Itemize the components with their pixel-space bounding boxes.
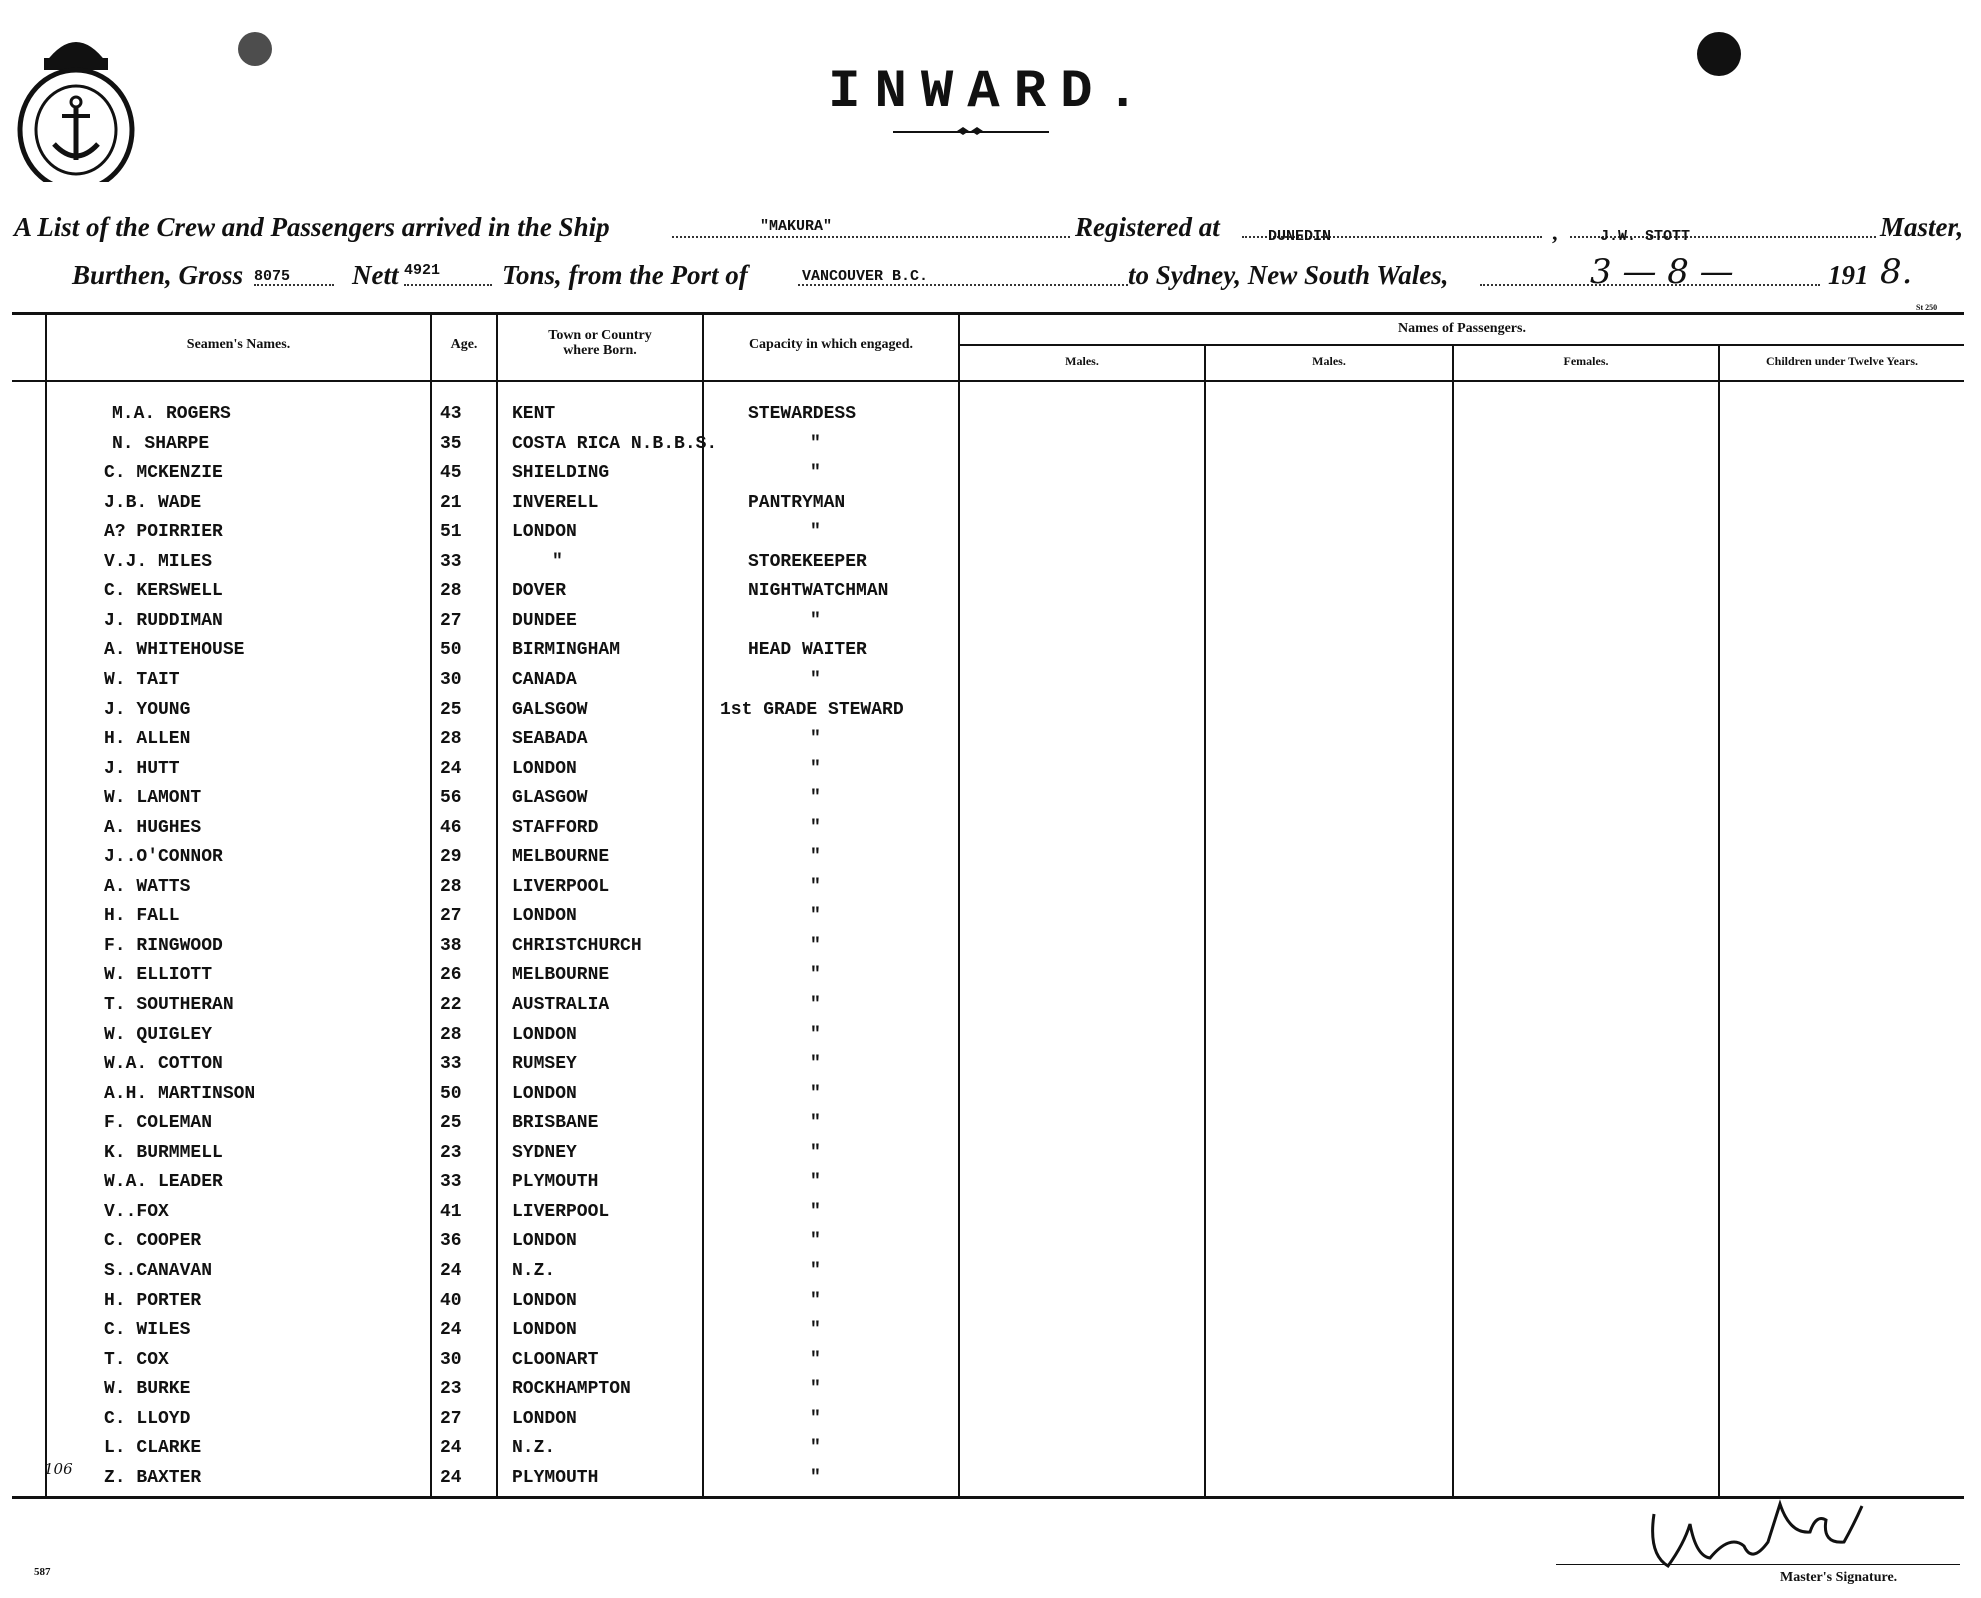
col-rule-age [430,314,432,1496]
crew-age: 36 [440,1231,462,1251]
col-header-age: Age. [450,337,478,352]
year-printed: 191 [1828,260,1869,290]
col-header-born: Town or Country where Born. [548,328,652,358]
crew-age: 28 [440,581,462,601]
crew-capacity-ditto: " [810,1261,821,1281]
crew-birthplace: COSTA RICA N.B.B.S. [512,434,718,454]
crew-age: 21 [440,493,462,513]
crew-birthplace: SYDNEY [512,1143,577,1163]
crew-capacity-ditto: " [810,1172,821,1192]
crew-age: 45 [440,463,462,483]
crew-name: J. YOUNG [104,700,191,720]
crew-capacity-ditto: " [810,965,821,985]
crew-capacity-ditto: " [810,611,821,631]
crew-name: L. CLARKE [104,1438,202,1458]
crew-capacity-ditto: " [810,463,821,483]
crew-birthplace: LONDON [512,1291,577,1311]
col-rule-females [1452,346,1454,1496]
crew-age: 23 [440,1379,462,1399]
crew-birthplace: STAFFORD [512,818,599,838]
registered-port: DUNEDIN [1268,228,1332,245]
crew-capacity-ditto: " [810,788,821,808]
title-ornament [955,126,985,136]
crew-capacity-ditto: " [810,1113,821,1133]
col-header-passengers: Names of Passengers. [1398,321,1526,336]
col-rule-passengers [958,314,960,1496]
header-line-1-prefix: A List of the Crew and Passengers arrived in the Ship [14,212,610,242]
crew-age: 28 [440,1025,462,1045]
burthen-label: Burthen, Gross [72,260,244,290]
crew-name: F. RINGWOOD [104,936,223,956]
footer-form-number: 587 [34,1566,51,1578]
crew-age: 28 [440,877,462,897]
crew-capacity-ditto: " [810,759,821,779]
crew-name: V..FOX [104,1202,169,1222]
crew-capacity-ditto: " [810,434,821,454]
crew-name: C. WILES [104,1320,191,1340]
crew-name: W. QUIGLEY [104,1025,213,1045]
crew-age: 27 [440,906,462,926]
crew-capacity-ditto: " [810,818,821,838]
crew-capacity-ditto: " [810,936,821,956]
crew-capacity: NIGHTWATCHMAN [748,581,889,601]
col-rule-males2 [1204,346,1206,1496]
crew-birthplace: PLYMOUTH [512,1468,599,1488]
crew-capacity-ditto: " [810,1320,821,1340]
master-label: Master, [1880,212,1964,242]
document-title: INWARD. [828,62,1153,123]
nett-tonnage: 4921 [404,262,441,279]
crew-name: F. COLEMAN [104,1113,213,1133]
crew-name: T. SOUTHERAN [104,995,234,1015]
crew-name: V.J. MILES [104,552,213,572]
crew-age: 26 [440,965,462,985]
crew-name: C. COOPER [104,1231,202,1251]
crew-capacity-ditto: " [810,1025,821,1045]
crew-age: 22 [440,995,462,1015]
col-rule-left [45,314,47,1496]
crew-age: 28 [440,729,462,749]
crew-age: 33 [440,552,462,572]
col-header-names: Seamen's Names. [186,337,291,352]
crew-birthplace: CHRISTCHURCH [512,936,642,956]
crew-age: 50 [440,1084,462,1104]
departure-port: VANCOUVER B.C. [802,268,929,285]
crew-capacity-ditto: " [810,1409,821,1429]
crew-capacity: STEWARDESS [748,404,857,424]
crew-age: 25 [440,1113,462,1133]
crew-name: J. RUDDIMAN [104,611,223,631]
to-sydney-label: to Sydney, New South Wales, [1128,260,1449,290]
crew-name: W.A. LEADER [104,1172,223,1192]
crew-birthplace: LONDON [512,759,577,779]
crew-age: 40 [440,1291,462,1311]
crew-name: W. BURKE [104,1379,191,1399]
crew-birthplace: N.Z. [512,1261,556,1281]
tons-from-port-label: Tons, from the Port of [502,260,748,290]
crew-birthplace: DUNDEE [512,611,577,631]
col-rule-born [496,314,498,1496]
col-header-males-1: Males. [1065,354,1099,368]
crew-name: H. PORTER [104,1291,202,1311]
crew-birthplace: LIVERPOOL [512,1202,610,1222]
master-signature-image [1640,1484,1880,1574]
crew-capacity-ditto: " [810,1143,821,1163]
crew-age: 56 [440,788,462,808]
crew-name: H. FALL [104,906,180,926]
year-handwritten: 8. [1880,252,1913,292]
form-code: St 250 [1916,303,1938,312]
crew-capacity-ditto: " [810,1468,821,1488]
crew-capacity-ditto: " [810,1438,821,1458]
crew-birthplace: LONDON [512,906,577,926]
crew-birthplace: LONDON [512,1231,577,1251]
master-name: J.W. STOTT [1600,228,1691,245]
crew-birthplace: KENT [512,404,556,424]
col-header-children: Children under Twelve Years. [1765,354,1918,368]
crew-birthplace: ROCKHAMPTON [512,1379,631,1399]
crew-capacity-ditto: " [810,1231,821,1251]
crew-name: A.H. MARTINSON [104,1084,256,1104]
ship-dotted-line [672,236,1070,238]
col-header-males-2: Males. [1312,354,1346,368]
crew-name: W. LAMONT [104,788,202,808]
crew-capacity-ditto: " [810,1054,821,1074]
crew-birthplace: PLYMOUTH [512,1172,599,1192]
arrival-date-handwritten: 3 — 8 — [1590,252,1734,292]
crew-name: M.A. ROGERS [112,404,231,424]
crew-age: 24 [440,1261,462,1281]
crew-birthplace: CLOONART [512,1350,599,1370]
crew-age: 29 [440,847,462,867]
crew-birthplace: N.Z. [512,1438,556,1458]
crew-birthplace: LONDON [512,1409,577,1429]
crew-name: N. SHARPE [112,434,210,454]
crew-capacity-ditto: " [810,906,821,926]
crew-birthplace: SHIELDING [512,463,610,483]
crew-age: 38 [440,936,462,956]
ship-name: "MAKURA" [760,218,833,235]
crew-name: A. HUGHES [104,818,202,838]
crew-birthplace: " [552,552,563,572]
crew-capacity-ditto: " [810,729,821,749]
crew-birthplace: MELBOURNE [512,965,610,985]
crew-age: 46 [440,818,462,838]
crew-age: 33 [440,1054,462,1074]
crew-name: W. ELLIOTT [104,965,213,985]
crew-age: 24 [440,1438,462,1458]
crew-capacity-ditto: " [810,1202,821,1222]
crew-age: 24 [440,1320,462,1340]
crew-age: 25 [440,700,462,720]
crew-birthplace: LONDON [512,522,577,542]
crew-name: C. MCKENZIE [104,463,223,483]
crew-name: J.B. WADE [104,493,202,513]
crew-birthplace: LONDON [512,1320,577,1340]
crew-age: 41 [440,1202,462,1222]
crew-capacity-ditto: " [810,1084,821,1104]
crew-age: 23 [440,1143,462,1163]
col-rule-capacity [702,314,704,1496]
crew-birthplace: MELBOURNE [512,847,610,867]
table-header-rule [12,380,1964,382]
crew-birthplace: DOVER [512,581,567,601]
crew-birthplace: INVERELL [512,493,599,513]
crew-name: J. HUTT [104,759,180,779]
crew-name: W.A. COTTON [104,1054,223,1074]
col-header-females: Females. [1563,354,1609,368]
crew-name: W. TAIT [104,670,180,690]
crew-age: 24 [440,759,462,779]
crew-name: T. COX [104,1350,169,1370]
crew-age: 27 [440,611,462,631]
crew-name: C. LLOYD [104,1409,191,1429]
crew-capacity: PANTRYMAN [748,493,846,513]
crew-name: A. WHITEHOUSE [104,640,245,660]
crew-birthplace: AUSTRALIA [512,995,610,1015]
crew-name: A. WATTS [104,877,191,897]
crew-birthplace: GLASGOW [512,788,588,808]
passenger-subheader-rule [960,344,1964,346]
crew-birthplace: RUMSEY [512,1054,577,1074]
margin-note-handwritten: 106 [44,1460,73,1478]
crew-name: Z. BAXTER [104,1468,202,1488]
col-header-capacity: Capacity in which engaged. [748,337,914,352]
crew-capacity-ditto: " [810,1350,821,1370]
crew-name: A? POIRRIER [104,522,223,542]
nett-dotted-line [404,284,492,286]
crew-age: 51 [440,522,462,542]
crew-birthplace: SEABADA [512,729,588,749]
crew-capacity-ditto: " [810,522,821,542]
crew-age: 24 [440,1468,462,1488]
crew-age: 50 [440,640,462,660]
crew-age: 30 [440,670,462,690]
nett-label: Nett [352,260,399,290]
crew-birthplace: LIVERPOOL [512,877,610,897]
crew-capacity: HEAD WAITER [748,640,867,660]
crew-age: 27 [440,1409,462,1429]
crew-birthplace: BIRMINGHAM [512,640,621,660]
crew-capacity: 1st GRADE STEWARD [720,700,904,720]
crew-birthplace: LONDON [512,1025,577,1045]
signature-label: Master's Signature. [1780,1570,1898,1585]
crew-age: 35 [440,434,462,454]
crew-capacity-ditto: " [810,847,821,867]
registered-label: Registered at [1075,212,1220,242]
crew-capacity-ditto: " [810,1291,821,1311]
punch-hole-left [238,32,272,66]
crew-capacity-ditto: " [810,995,821,1015]
crew-capacity-ditto: " [810,1379,821,1399]
crew-birthplace: CANADA [512,670,577,690]
table-top-rule [12,312,1964,315]
crew-capacity: STOREKEEPER [748,552,867,572]
crew-capacity-ditto: " [810,877,821,897]
crew-birthplace: BRISBANE [512,1113,599,1133]
crew-birthplace: GALSGOW [512,700,588,720]
gross-tonnage: 8075 [254,268,291,285]
crew-name: S..CANAVAN [104,1261,213,1281]
crew-name: C. KERSWELL [104,581,223,601]
crew-name: J..O'CONNOR [104,847,223,867]
crew-name: H. ALLEN [104,729,191,749]
crew-capacity-ditto: " [810,670,821,690]
crew-birthplace: LONDON [512,1084,577,1104]
col-rule-children [1718,346,1720,1496]
crew-age: 33 [440,1172,462,1192]
crew-age: 30 [440,1350,462,1370]
crew-age: 43 [440,404,462,424]
crew-name: K. BURMMELL [104,1143,223,1163]
signature-rule [1556,1564,1960,1565]
